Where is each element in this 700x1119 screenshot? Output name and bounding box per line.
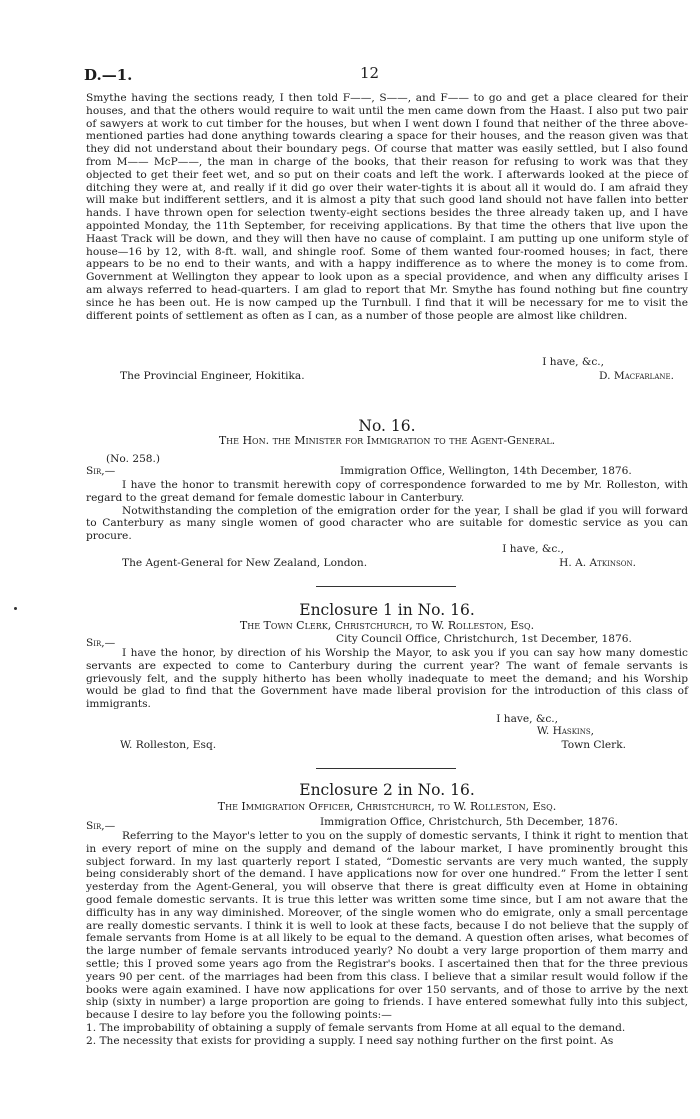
letter-addressee: The Agent-General for New Zealand, London. bbox=[122, 557, 368, 569]
section-subheading-enc2: The Immigration Officer, Christchurch, to W. Rolleston, Esq. bbox=[217, 800, 557, 813]
letter-signature: D. Macfarlane. bbox=[599, 370, 674, 382]
section-subheading-enc1: The Town Clerk, Christchurch, to W. Rolleston, Esq. bbox=[239, 619, 535, 632]
letter-paragraph: I have the honor to transmit herewith copy of correspondence forwarded to me by Mr. Rolleston, with regard to the great demand for female domestic labour in Canterbury. bbox=[86, 479, 688, 504]
section-divider bbox=[316, 768, 456, 769]
salutation: Sir,— bbox=[86, 820, 116, 832]
list-item: 2. The necessity that exists for providing a supply. I need say nothing further on the first point. As bbox=[86, 1034, 614, 1047]
letter-signature: W. Haskins, bbox=[536, 725, 594, 737]
place-date: Immigration Office, Christchurch, 5th December, 1876. bbox=[320, 816, 618, 828]
letter-body bbox=[86, 830, 688, 1048]
document-reference: D.—1. bbox=[84, 66, 133, 84]
letter-closing: I have, &c., bbox=[542, 356, 604, 368]
section-divider bbox=[316, 586, 456, 587]
section-heading-enc1: Enclosure 1 in No. 16. bbox=[299, 601, 475, 619]
letter-body bbox=[86, 479, 688, 543]
place-date: City Council Office, Christchurch, 1st December, 1876. bbox=[336, 633, 632, 645]
letter-paragraph: Notwithstanding the completion of the emigration order for the year, I shall be glad if you will forward to Canterbury as many single women of good character who are suitable for domestic service as you can procure. bbox=[86, 504, 688, 543]
letter-body bbox=[86, 92, 688, 322]
letter-addressee: W. Rolleston, Esq. bbox=[120, 739, 217, 751]
page-number: 12 bbox=[360, 64, 380, 82]
letter-paragraph: Smythe having the sections ready, I then told F——, S——, and F—— to go and get a place cleared for their houses, and that the others would require to wait until the men came down from the Haast. I also put two pair of sawyers at work to cut timber for the houses, but when I went down I found that neither of the three above-mentioned parties had done anything towards clearing a space for their houses, and the reason given was that they did not understand about their boundary pegs. Of course that matter was easily settled, but I also found from M—— McP——, the man in charge of the books, that their reason for refusing to work was that they objected to get their feet wet, and so put on their coats and left the work. I afterwards looked at the piece of ditching they were at, and really if it did go over their water-tights it is about all it would do. I am afraid they will make but indifferent settlers, and it is almost a pity that such good land should not have fallen into better hands. I have thrown open for selection twenty-eight sections besides the three already taken up, and I have appointed Monday, the 11th September, for receiving applications. By that time the others that live upon the Haast Track will be down, and they will then have no cause of complaint. I am putting up one uniform style of house—16 by 12, with 8-ft. wall, and shingle roof. Some of them wanted four-roomed houses; in fact, there appears to be no end to their wants, and with a happy indifference as to where the money is to come from. Government at Wellington they appear to look upon as a special providence, and when any difficulty arises I am always referred to head-quarters. I am glad to report that Mr. Smythe has found nothing but fine country since he has been out. He is now camped up the Turnbull. I find that it will be necessary for me to visit the different points of settlement as often as I can, as a number of those people are almost like children. bbox=[86, 92, 688, 322]
letter-closing: I have, &c., bbox=[502, 543, 564, 555]
place-date: Immigration Office, Wellington, 14th December, 1876. bbox=[340, 465, 632, 477]
salutation: Sir,— bbox=[86, 465, 116, 477]
reference-number: (No. 258.) bbox=[106, 453, 161, 465]
margin-mark bbox=[14, 607, 17, 610]
section-heading-enc2: Enclosure 2 in No. 16. bbox=[299, 781, 475, 799]
section-subheading-no16: The Hon. the Minister for Immigration to the Agent-General. bbox=[218, 434, 556, 447]
letter-addressee: The Provincial Engineer, Hokitika. bbox=[120, 370, 305, 382]
letter-closing: I have, &c., bbox=[496, 713, 558, 725]
section-heading-no16: No. 16. bbox=[358, 417, 416, 435]
list-item: 1. The improbability of obtaining a supply of female servants from Home at all equal to the demand. bbox=[86, 1021, 626, 1034]
letter-signature: H. A. Atkinson. bbox=[559, 557, 636, 569]
signature-title: Town Clerk. bbox=[561, 739, 626, 751]
letter-paragraph: Referring to the Mayor's letter to you on the supply of domestic servants, I think it right to mention that in every report of mine on the supply and demand of the labour market, I have prominently brought this subject forward. In my last quarterly report I stated, “Domestic servants are very much wanted, the supply being considerably short of the demand. I have applications now for over one hundred.” From the letter I sent yesterday from the Agent-General, you will observe that there is great difficulty even at Home in obtaining good female domestic servants. It is true this letter was written some time since, but I am not aware that the difficulty has in any way diminished. Moreover, of the single women who do emigrate, only a small percentage are really domestic servants. I think it is well to look at these facts, because I do not believe that the supply of female servants from Home is at all likely to be equal to the demand. A question often arises, what becomes of the large number of female servants introduced yearly? No doubt a very large proportion of them marry and settle; this I proved some years ago from the Registrar's books. I ascertained then that for the three previous years 90 per cent. of the marriages had been from this class. I believe that a similar result would follow if the books were again examined. I have now applications for over 150 servants, and of those to arrive by the next ship (sixty in number) a large proportion are going to friends. I have entered somewhat fully into this subject, because I desire to lay before you the following points:— bbox=[86, 830, 688, 1022]
letter-body bbox=[86, 647, 688, 711]
letter-paragraph: I have the honor, by direction of his Worship the Mayor, to ask you if you can say how many domestic servants are expected to come to Canterbury during the current year? The want of female servants is grievously felt, and the supply hitherto has been wholly inadequate to meet the demand; and his Worship would be glad to find that the Government have made liberal provision for the introduction of this class of immigrants. bbox=[86, 647, 688, 711]
salutation: Sir,— bbox=[86, 637, 116, 649]
